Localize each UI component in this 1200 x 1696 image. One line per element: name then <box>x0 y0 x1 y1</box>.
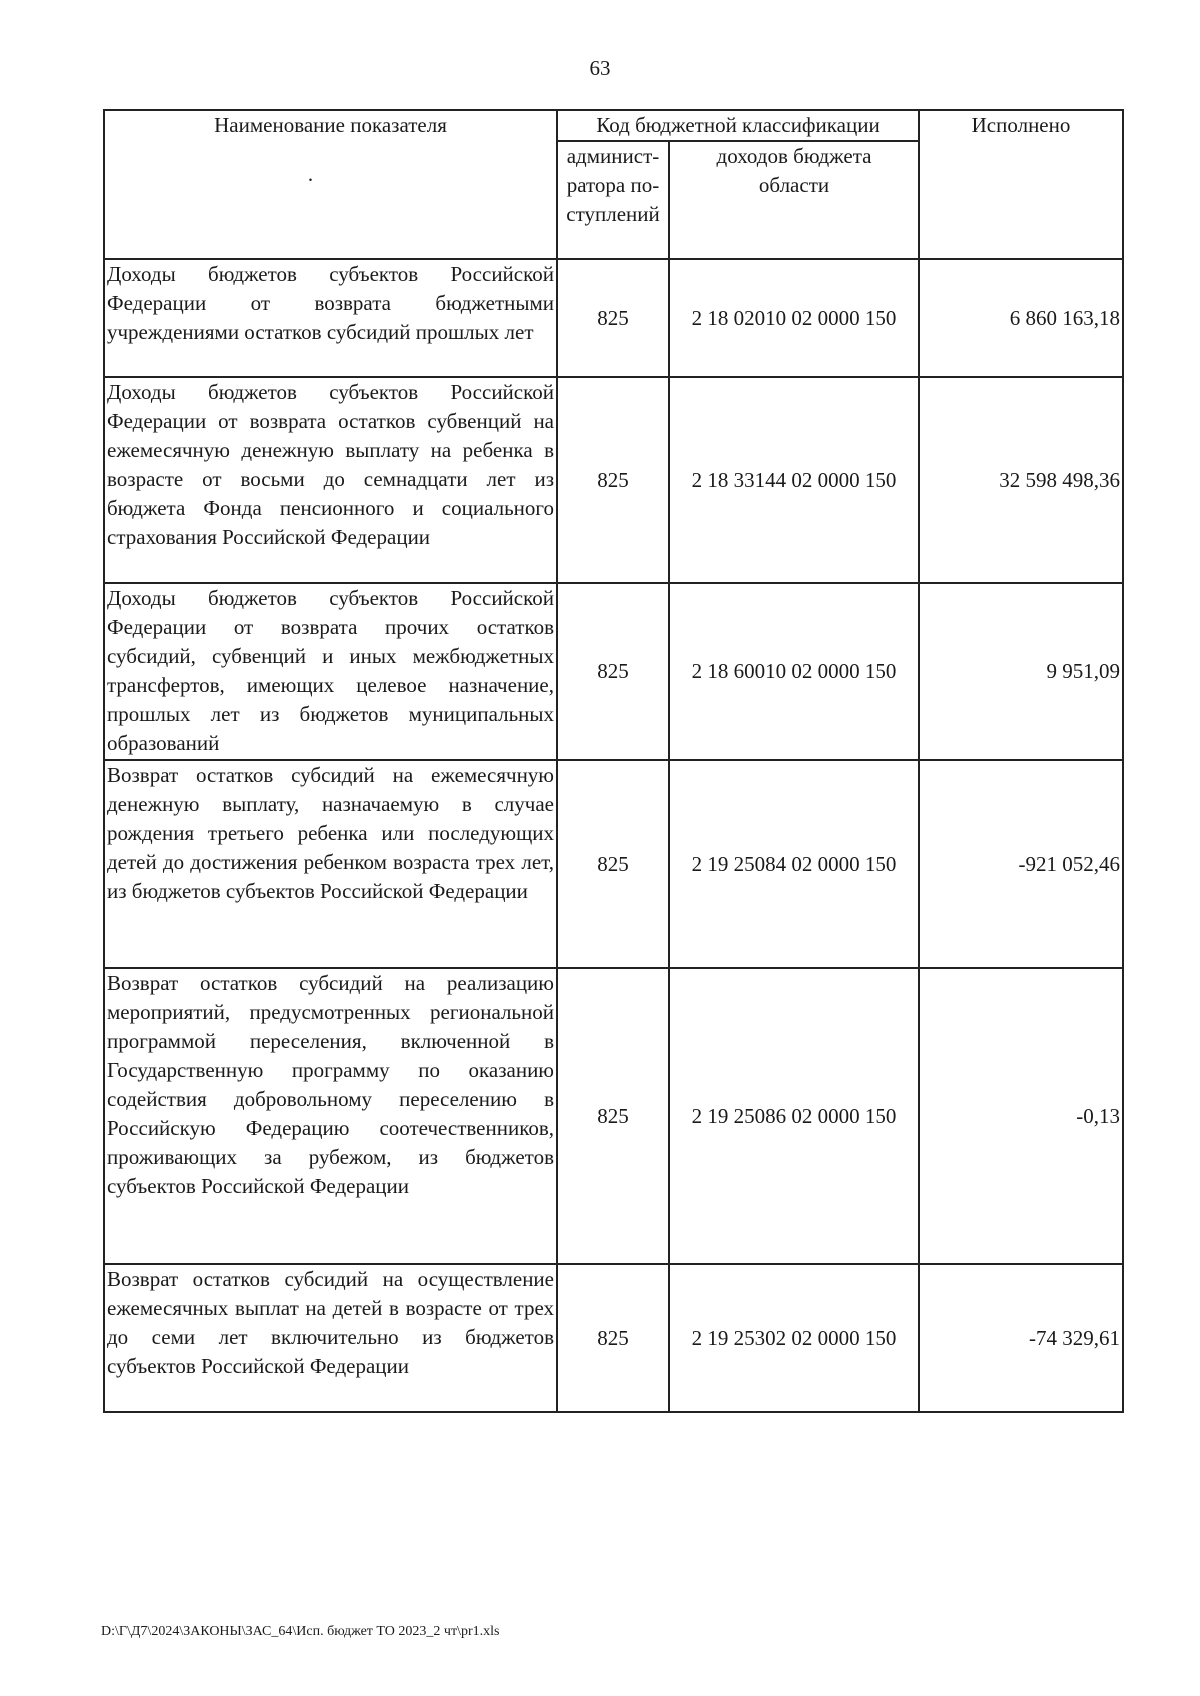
header-dot: . <box>307 162 314 186</box>
row-description: Возврат остатков субсидий на осуществление ежемесячных выплат на детей в возрасте от трех до семи лет включительно из бюджетов субъектов Российской Федерации <box>104 1264 557 1412</box>
header-indicator-name <box>104 110 557 259</box>
header-admin-line-1: админист- <box>566 144 660 168</box>
row-admin-code: 825 <box>557 968 669 1264</box>
header-admin-line-3: ступлений <box>566 202 660 226</box>
row-amount: -921 052,46 <box>919 760 1123 968</box>
row-revenue-code: 2 19 25302 02 0000 150 <box>669 1264 919 1412</box>
table-row <box>104 1264 1123 1412</box>
header-indicator-name-label: Наименование показателя <box>214 113 447 137</box>
row-description: Возврат остатков субсидий на реализацию мероприятий, предусмотренных региональной программой переселения, включенной в Государственную программу по оказанию содействия добровольному переселению в Российскую Федерацию соотечественников, проживающих за рубежом, из бюджетов субъектов Российской Федерации <box>104 968 557 1264</box>
row-description: Доходы бюджетов субъектов Российской Федерации от возврата остатков субвенций на ежемесячную денежную выплату на ребенка в возрасте от восьми до семнадцати лет из бюджета Фонда пенсионного и социального страхования Российской Федерации <box>104 377 557 583</box>
row-admin-code: 825 <box>557 583 669 760</box>
row-amount: 6 860 163,18 <box>919 259 1123 377</box>
row-description: Доходы бюджетов субъектов Российской Федерации от возврата бюджетными учреждениями остатков субсидий прошлых лет <box>104 259 557 377</box>
row-description: Возврат остатков субсидий на ежемесячную денежную выплату, назначаемую в случае рождения третьего ребенка или последующих детей до достижения ребенком возраста трех лет, из бюджетов субъектов Российской Федерации <box>104 760 557 968</box>
table-row <box>104 377 1123 583</box>
table-row <box>104 760 1123 968</box>
page-number: 63 <box>589 56 611 80</box>
row-admin-code: 825 <box>557 760 669 968</box>
row-revenue-code: 2 19 25084 02 0000 150 <box>669 760 919 968</box>
table-row <box>104 583 1123 760</box>
row-amount: 9 951,09 <box>919 583 1123 760</box>
table-row <box>104 968 1123 1264</box>
row-revenue-code: 2 19 25086 02 0000 150 <box>669 968 919 1264</box>
header-admin <box>557 141 669 259</box>
header-code-group: Код бюджетной классификации <box>557 110 919 141</box>
row-description: Доходы бюджетов субъектов Российской Федерации от возврата прочих остатков субсидий, субвенций и иных межбюджетных трансфертов, имеющих целевое назначение, прошлых лет из бюджетов муниципальных образований <box>104 583 557 760</box>
row-admin-code: 825 <box>557 1264 669 1412</box>
row-amount: 32 598 498,36 <box>919 377 1123 583</box>
budget-execution-table <box>103 109 1124 1413</box>
row-revenue-code: 2 18 33144 02 0000 150 <box>669 377 919 583</box>
table-row <box>104 259 1123 377</box>
header-admin-line-2: ратора по- <box>566 173 660 197</box>
header-revenue-line-1: доходов бюджета <box>716 144 872 168</box>
header-revenue-line-2: области <box>758 173 830 197</box>
header-executed: Исполнено <box>919 110 1123 259</box>
row-revenue-code: 2 18 60010 02 0000 150 <box>669 583 919 760</box>
row-revenue-code: 2 18 02010 02 0000 150 <box>669 259 919 377</box>
header-revenue <box>669 141 919 259</box>
file-path-footer: D:\Г\Д7\2024\ЗАКОНЫ\ЗАС_64\Исп. бюджет ТО 2023_2 чт\pr1.xls <box>101 1624 500 1639</box>
row-amount: -0,13 <box>919 968 1123 1264</box>
row-admin-code: 825 <box>557 377 669 583</box>
row-admin-code: 825 <box>557 259 669 377</box>
row-amount: -74 329,61 <box>919 1264 1123 1412</box>
